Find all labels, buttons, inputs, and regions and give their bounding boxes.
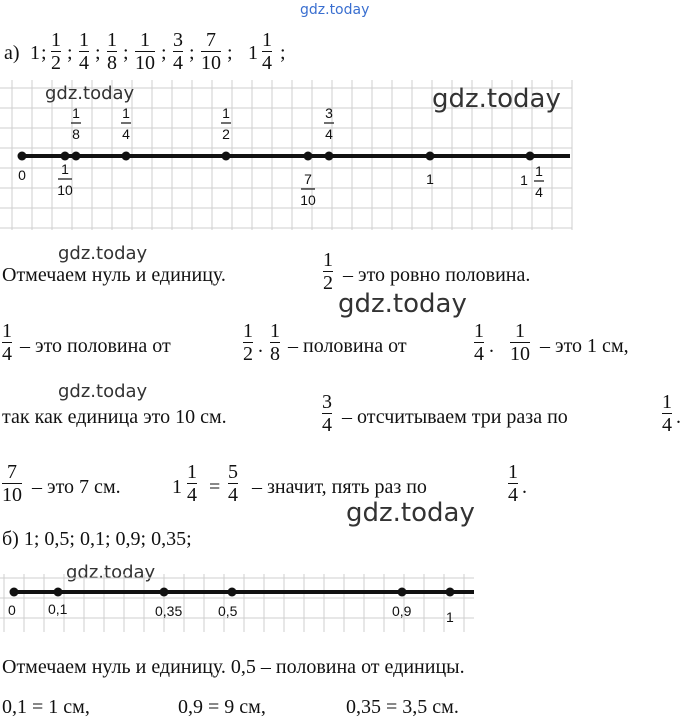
- fraction-1-8: 1 8: [107, 29, 117, 74]
- part-a-one: 1: [30, 42, 40, 64]
- watermark: gdz.today: [432, 84, 561, 114]
- mixed-whole: 1: [172, 476, 182, 498]
- label-0-1: 0,1: [48, 601, 68, 617]
- fraction-1-2: 1 2: [243, 320, 253, 365]
- text-b2a: 0,1 = 1 см,: [2, 696, 90, 718]
- equals: =: [209, 476, 221, 498]
- label-1-10-d: 10: [57, 182, 73, 198]
- watermark: gdz.today: [58, 381, 148, 402]
- point-1-8: [72, 152, 81, 161]
- watermark: gdz.today: [338, 289, 467, 319]
- fraction-1-4: 1 4: [508, 461, 518, 506]
- sep: ;: [41, 42, 47, 64]
- label-1-4-d: 4: [122, 126, 130, 142]
- fraction-7-10: 7 10: [2, 461, 22, 506]
- label-1-2-d: 2: [222, 126, 230, 142]
- sep: ;: [95, 42, 101, 64]
- fraction-1-8: 1 8: [270, 320, 280, 365]
- label-3-4-n: 3: [325, 105, 333, 121]
- point-1-1-4: [526, 152, 535, 161]
- fraction-1-10: 1 10: [510, 320, 530, 365]
- sep: ;: [161, 42, 167, 64]
- part-a-label: а): [4, 42, 20, 64]
- label-1-4-n: 1: [122, 105, 130, 121]
- dot: .: [489, 335, 494, 357]
- label-1-8-d: 8: [72, 126, 80, 142]
- fraction-1-4: 1 4: [662, 391, 672, 436]
- label-1-1-4-w: 1: [520, 172, 528, 188]
- label-1: 1: [426, 171, 434, 187]
- point-7-10: [304, 152, 313, 161]
- watermark: gdz.today: [346, 498, 475, 528]
- fraction-1-2: 1 2: [323, 249, 333, 294]
- numberline-b: [0, 574, 684, 634]
- label-0-35: 0,35: [155, 603, 183, 619]
- text-a3a: так как единица это 10 см.: [2, 406, 227, 428]
- fraction-5-4: 5 4: [228, 461, 238, 506]
- watermark: gdz.today: [66, 562, 156, 583]
- point-1: [426, 152, 435, 161]
- point-1: [446, 588, 455, 597]
- fraction-3-4: 3 4: [173, 29, 183, 74]
- point-0-9: [398, 588, 407, 597]
- fraction-1-4: 1 4: [474, 320, 484, 365]
- text-b1: Отмечаем нуль и единицу. 0,5 – половина от единицы.: [2, 656, 465, 678]
- point-3-4: [325, 152, 334, 161]
- label-7-10-d: 10: [300, 192, 316, 208]
- fraction-mixed-1-4: 1 4: [262, 29, 272, 74]
- point-0: [10, 588, 19, 597]
- sep: ;: [189, 42, 195, 64]
- mixed-whole: 1: [248, 42, 258, 64]
- label-1-8-n: 1: [72, 105, 80, 121]
- sep: ;: [123, 42, 129, 64]
- label-0: 0: [18, 167, 26, 183]
- point-1-2: [222, 152, 231, 161]
- watermark-top: gdz.today: [300, 2, 370, 18]
- label-1-10-n: 1: [61, 161, 69, 177]
- watermark: gdz.today: [45, 83, 135, 104]
- text-a3b: – отсчитываем три раза по: [342, 406, 568, 428]
- point-0-5: [228, 588, 237, 597]
- fraction-1-2: 1 2: [51, 29, 61, 74]
- label-1: 1: [446, 609, 454, 625]
- text-b2c: 0,35 = 3,5 см.: [346, 696, 459, 718]
- text-b2b: 0,9 = 9 см,: [178, 696, 266, 718]
- label-3-4-d: 4: [325, 126, 333, 142]
- text-a1b: – это ровно половина.: [343, 264, 531, 286]
- fraction-1-4: 1 4: [79, 29, 89, 74]
- point-0-35: [160, 588, 169, 597]
- text-a2c: – это 1 см,: [540, 335, 629, 357]
- dot: .: [258, 335, 263, 357]
- label-0-5: 0,5: [218, 603, 238, 619]
- part-b-label: б) 1; 0,5; 0,1; 0,9; 0,35;: [2, 528, 192, 550]
- label-1-1-4-d: 4: [535, 184, 543, 200]
- fraction-1-10: 1 10: [135, 29, 155, 74]
- point-1-10: [61, 152, 70, 161]
- sep: ;: [67, 42, 73, 64]
- label-0-9: 0,9: [392, 603, 412, 619]
- fraction-1-4: 1 4: [2, 320, 12, 365]
- fraction-3-4: 3 4: [322, 391, 332, 436]
- label-1-2-n: 1: [222, 105, 230, 121]
- label-0: 0: [8, 602, 16, 618]
- label-1-1-4-n: 1: [535, 163, 543, 179]
- text-a4a: – это 7 см.: [32, 476, 121, 498]
- point-1-4: [122, 152, 131, 161]
- watermark: gdz.today: [58, 243, 148, 264]
- fraction-mixed-1-4: 1 4: [187, 461, 197, 506]
- sep: ;: [227, 42, 233, 64]
- fraction-7-10: 7 10: [201, 29, 221, 74]
- point-0: [18, 152, 27, 161]
- dot: .: [522, 476, 527, 498]
- sep: ;: [280, 42, 286, 64]
- point-0-1: [54, 588, 63, 597]
- text-a2b: – половина от: [288, 335, 407, 357]
- label-7-10-n: 7: [304, 171, 312, 187]
- text-a4b: – значит, пять раз по: [252, 476, 427, 498]
- dot: .: [676, 406, 681, 428]
- text-a1: Отмечаем нуль и единицу.: [2, 264, 226, 286]
- text-a2a: – это половина от: [20, 335, 171, 357]
